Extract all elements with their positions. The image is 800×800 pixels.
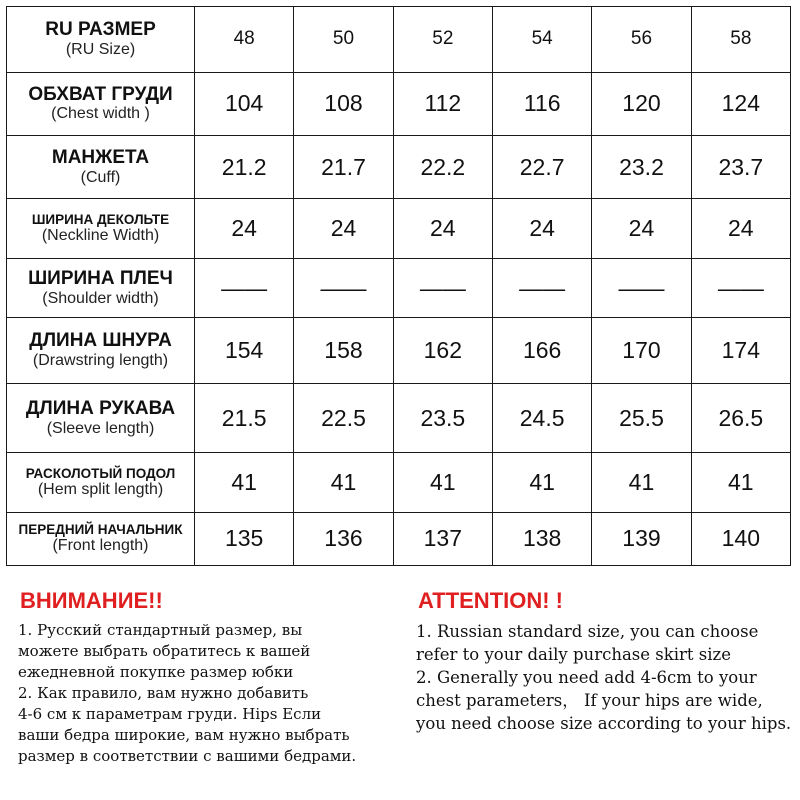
size-header-cell: 56 [592,7,691,73]
value-cell: 140 [691,512,790,565]
table-row [7,512,791,565]
value-cell: 24 [691,199,790,258]
value-cell: 158 [294,318,393,384]
row-label-en: (Cuff) [80,168,121,186]
value-cell: 23.7 [691,135,790,198]
table-row [7,453,791,512]
row-label-en: (Chest width ) [51,105,150,123]
row-label-en: (Drawstring length) [32,352,169,370]
size-header-cell: 58 [691,7,790,73]
row-label-ru: ШИРИНА ПЛЕЧ [28,267,173,289]
row-label-en: (Sleeve length) [46,419,155,437]
row-label-ru: ОБХВАТ ГРУДИ [28,83,173,105]
value-cell: 24.5 [492,383,591,453]
value-cell: 21.2 [195,135,294,198]
value-cell: 41 [294,453,393,512]
value-cell: —— [195,258,294,317]
row-label-en: (Shoulder width) [42,289,159,307]
value-cell: 22.7 [492,135,591,198]
table-row [7,258,791,317]
value-cell: 24 [592,199,691,258]
attention-notes-ru [18,588,413,767]
value-cell: —— [393,258,492,317]
value-cell: 21.7 [294,135,393,198]
table-row [7,135,791,198]
value-cell: 24 [294,199,393,258]
value-cell: 24 [195,199,294,258]
value-cell: —— [294,258,393,317]
row-label-ru: ДЛИНА ШНУРА [29,330,172,352]
row-label-cell [7,135,195,198]
header-label-ru: RU РАЗМЕР [45,19,156,41]
table-row [7,383,791,453]
table-row [7,318,791,384]
attention-title-en: ATTENTION! ! [418,588,564,613]
row-label-cell [7,512,195,565]
row-label-ru: ШИРИНА ДЕКОЛЬТЕ [31,211,170,227]
header-row [7,7,791,73]
size-header-cell: 48 [195,7,294,73]
value-cell: 137 [393,512,492,565]
value-cell: 22.5 [294,383,393,453]
row-label-cell [7,453,195,512]
value-cell: 174 [691,318,790,384]
row-label-ru: МАНЖЕТА [51,147,150,169]
value-cell: 24 [393,199,492,258]
value-cell: 166 [492,318,591,384]
table-row [7,199,791,258]
value-cell: 139 [592,512,691,565]
note-item: 2. Generally you need add 4-6cm to your chest parameters， If your hips are wide, you need choose size according to your hips. [416,668,792,733]
value-cell: 162 [393,318,492,384]
value-cell: 26.5 [691,383,790,453]
row-label-ru: ДЛИНА РУКАВА [25,397,176,419]
value-cell: 41 [393,453,492,512]
size-header-cell: 54 [492,7,591,73]
row-label-en: (Front length) [52,537,149,555]
value-cell: 104 [195,72,294,135]
row-label-cell [7,72,195,135]
row-label-cell [7,258,195,317]
value-cell: —— [492,258,591,317]
value-cell: 112 [393,72,492,135]
row-label-cell [7,383,195,453]
value-cell: 41 [691,453,790,512]
value-cell: 41 [492,453,591,512]
size-chart-table [6,6,791,566]
attention-notes-en [416,588,796,735]
note-item: 2. Как правило, вам нужно добавить 4-6 см к параметрам груди. Hips Если ваши бедра широкие, вам нужно выбрать размер в соответствии с вашими бедрами. [18,684,357,765]
row-label-cell [7,199,195,258]
row-label-ru: РАСКОЛОТЫЙ ПОДОЛ [25,465,176,481]
row-label-ru: ПЕРЕДНИЙ НАЧАЛЬНИК [18,521,183,537]
value-cell: 41 [592,453,691,512]
value-cell: 124 [691,72,790,135]
value-cell: 154 [195,318,294,384]
value-cell: 23.5 [393,383,492,453]
value-cell: 135 [195,512,294,565]
table-row [7,72,791,135]
value-cell: —— [592,258,691,317]
value-cell: 21.5 [195,383,294,453]
value-cell: —— [691,258,790,317]
value-cell: 116 [492,72,591,135]
attention-title-ru: ВНИМАНИЕ!! [20,588,163,613]
value-cell: 25.5 [592,383,691,453]
size-header-cell: 52 [393,7,492,73]
value-cell: 138 [492,512,591,565]
note-item: 1. Русский стандартный размер, вы можете выбрать обратитесь к вашей ежедневной покупке размер юбки [18,621,311,681]
value-cell: 23.2 [592,135,691,198]
row-label-en: (Neckline Width) [41,227,160,245]
value-cell: 120 [592,72,691,135]
value-cell: 24 [492,199,591,258]
size-header-cell: 50 [294,7,393,73]
row-label-cell [7,318,195,384]
header-label-cell [7,7,195,73]
value-cell: 108 [294,72,393,135]
value-cell: 170 [592,318,691,384]
value-cell: 41 [195,453,294,512]
value-cell: 136 [294,512,393,565]
note-item: 1. Russian standard size, you can choose refer to your daily purchase skirt size [416,622,759,664]
header-label-en: (RU Size) [65,40,136,58]
value-cell: 22.2 [393,135,492,198]
row-label-en: (Hem split length) [37,481,164,499]
